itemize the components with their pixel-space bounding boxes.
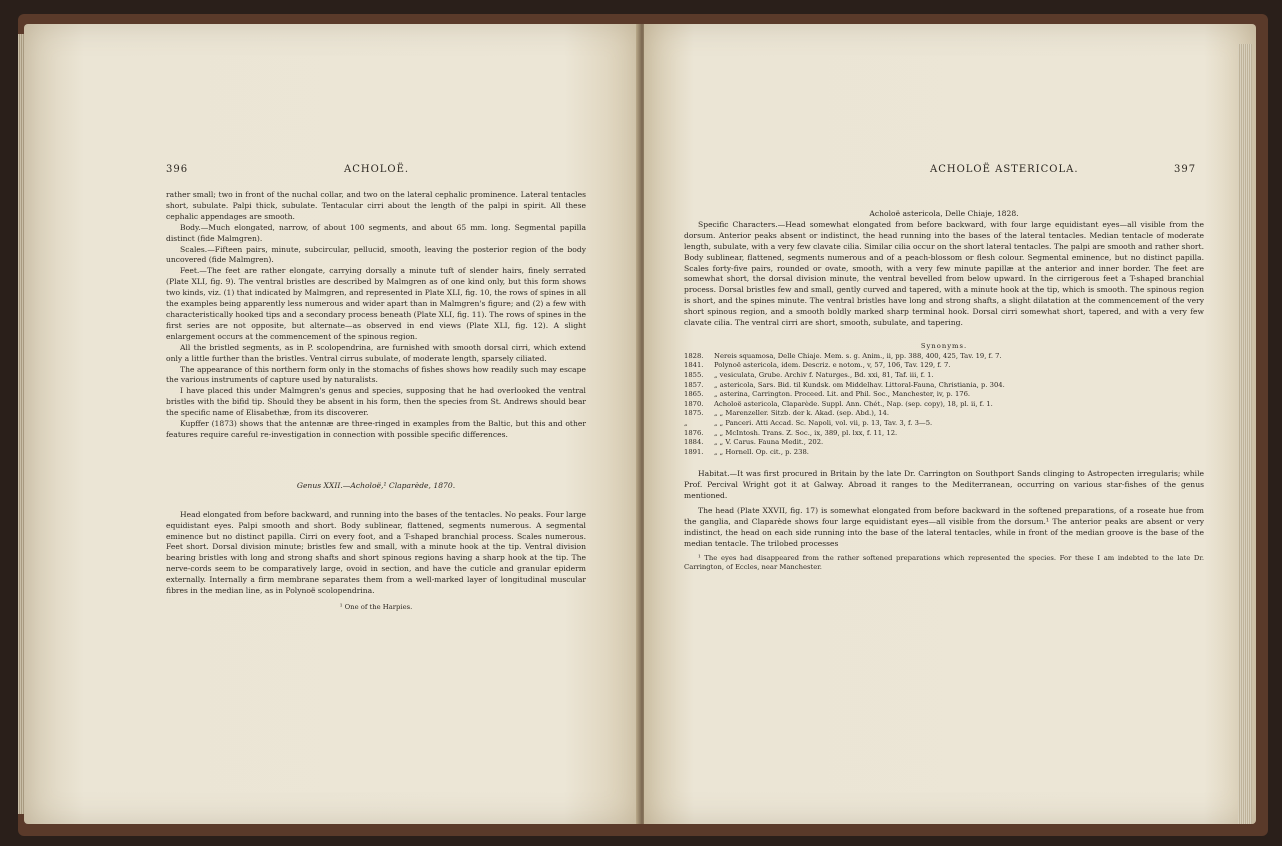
paragraph: Scales.—Fifteen pairs, minute, subcircular, pellucid, smooth, leaving the posterior region of the body uncovered (fide Malmgren). xyxy=(166,244,586,265)
synonym-entry: 1841. Polynoë astericola, idem. Descriz. e notom., v, 57, 106, Tav. 129, f. 7. xyxy=(684,361,951,370)
right-text-column xyxy=(684,209,1204,572)
genus-description: Head elongated from before backward, and running into the bases of the tentacles. No peaks. Four large equidistant eyes. Palpi smooth and short. Body sublinear, flattened, segments numerous. A segmental eminence but no distinct papilla. Cirri on every foot, and a T-shaped branchial process. Scales numerous. Feet short. Dorsal division minute; bristles few and small, with a minute hook at the tip. Ventral division bearing bristles with long and strong shafts and short spinous regions having a sharp hook at the tip. The nerve-cords seem to be comparatively large, ovoid in section, and have the cuticle and granular epiderm externally. Internally a firm membrane separates them from a well-marked layer of longitudinal muscular fibres in the median line, as in Polynoë scolopendrina. xyxy=(166,509,586,596)
species-title: Acholoë astericola, Delle Chiaje, 1828. xyxy=(869,209,1019,218)
page-edges-right xyxy=(1238,44,1252,824)
footnote-left: ¹ One of the Harpies. xyxy=(339,603,413,611)
page-number-left: 396 xyxy=(166,164,189,175)
specific-characters: Specific Characters.—Head somewhat elongated from before backward, with four large equidistant eyes—all visible from the dorsum. Anterior peaks absent or indistinct, the head running into the bases of the lateral tentacles. Median tentacle of moderate length, subulate, with a very few clavate cilia. Similar cilia occur on the short lateral tentacles. The palpi are smooth and rather short. Body sublinear, flattened, segments numerous and of a peach-blossom or flesh colour. Segmental eminence, but no distinct papilla. Scales forty-five pairs, rounded or ovate, smooth, with a very few minute papillæ at the anterior and inner border. The feet are somewhat short, the dorsal division minute, the ventral bevelled from below upward. In the cirrigerous feet a T-shaped branchial process. Dorsal bristles few and small, gently curved and tapered, with a minute hook at the tip, which is smooth. The spinous region is short, and the spines minute. The ventral bristles have long and strong shafts, a slight dilatation at the commencement of the very short spinous region, and a smooth boldly marked sharp terminal hook. Dorsal cirri somewhat short, tapered, and with a very few clavate cilia. The ventral cirri are short, smooth, subulate, and tapering. xyxy=(684,219,1204,328)
paragraph: All the bristled segments, as in P. scolopendrina, are furnished with smooth dorsal cirri, which extend only a little further than the bristles. Ventral cirrus subulate, of moderate length, sparsely ciliated. xyxy=(166,342,586,363)
genus-heading: Genus XXII.—Acholoë,¹ Claparède, 1870. xyxy=(296,480,456,490)
book-spread xyxy=(18,14,1268,836)
habitat-paragraph: Habitat.—It was first procured in Britain by the late Dr. Carrington on Southport Sands clinging to Astropecten irregularis; while Prof. Percival Wright got it at Galway. Abroad it ranges to the Mediterranean, occurring on various star-fishes of the genus mentioned. xyxy=(684,469,1204,501)
synonyms-list xyxy=(684,352,1204,458)
page-number-right: 397 xyxy=(1174,164,1197,175)
paragraph: rather small; two in front of the nuchal collar, and two on the lateral cephalic prominence. Lateral tentacles short, subulate. Palpi thick, subulate. Tentacular cirri about the length of the palpi in spirit. All these cephalic appendages are smooth. xyxy=(166,190,586,221)
running-head-left: ACHOLOË. xyxy=(344,164,410,175)
synonym-entry: 1884. „ „ V. Carus. Fauna Medit., 202. xyxy=(684,438,824,447)
left-page xyxy=(24,24,640,824)
right-page xyxy=(644,24,1256,824)
left-text-column xyxy=(166,190,586,612)
synonym-entry: 1828. Nereis squamosa, Delle Chiaje. Mem. s. g. Anim., ii, pp. 388, 400, 425, Tav. 19, f. 7. xyxy=(684,351,1002,360)
synonym-entry: 1857. „ astericola, Sars. Bid. til Kundsk. om Middelhav. Littoral-Fauna, Christiania, p. 304. xyxy=(684,380,1005,389)
paragraph: The appearance of this northern form only in the stomachs of fishes shows how readily such may escape the various instruments of capture used by naturalists. xyxy=(166,364,586,385)
footnote-right: ¹ The eyes had disappeared from the rather softened preparations which represented the species. For these I am indebted to the late Dr. Carrington, of Eccles, near Manchester. xyxy=(684,553,1204,571)
synonym-entry: 1891. „ „ Hornell. Op. cit., p. 238. xyxy=(684,447,809,456)
head-description: The head (Plate XXVII, fig. 17) is somewhat elongated from before backward in the softened preparations, of a roseate hue from the ganglia, and Claparède shows four large equidistant eyes—all visible from the dorsum.¹ The anterior peaks are absent or very indistinct, the head on each side running into the base of the lateral tentacles, while in front of the median groove is the base of the median tentacle. The trilobed processes xyxy=(684,506,1204,548)
paragraph: Body.—Much elongated, narrow, of about 100 segments, and about 65 mm. long. Segmental papilla distinct (fide Malmgren). xyxy=(166,222,586,243)
synonym-entry: 1876. „ „ McIntosh. Trans. Z. Soc., ix, 389, pl. lxx, f. 11, 12. xyxy=(684,428,898,437)
running-head-right: ACHOLOË ASTERICOLA. xyxy=(930,164,1079,175)
paragraph: Feet.—The feet are rather elongate, carrying dorsally a minute tuft of slender hairs, finely serrated (Plate XLI, fig. 9). The ventral bristles are described by Malmgren as of one kind only, but this form shows two kinds, viz. (1) that indicated by Malmgren, and represented in Plate XLI, fig. 10, the rows of spines in all the examples being apparently less numerous and wider apart than in Malmgren's figure; and (2) a few with characteristically hooked tips and a secondary process beneath (Plate XLI, fig. 11). The rows of spines in the first series are not opposite, but alternate—as observed in end views (Plate XLI, fig. 12). A slight enlargement occurs at the commencement of the spinous region. xyxy=(166,266,586,341)
paragraph: Kupffer (1873) shows that the antennæ are three-ringed in examples from the Baltic, but this and other features require careful re-investigation in connection with possible specific differences. xyxy=(166,419,586,439)
synonym-entry: 1875. „ „ Marenzeller. Sitzb. der k. Akad. (sep. Abd.), 14. xyxy=(684,409,889,418)
synonym-entry: 1870. Acholoë astericola, Claparède. Suppl. Ann. Chét., Nap. (sep. copy), 18, pl. ii, f. 1. xyxy=(684,399,993,408)
synonym-entry: 1865. „ asterina, Carrington. Proceed. Lit. and Phil. Soc., Manchester, iv, p. 176. xyxy=(684,390,971,399)
synonym-entry: 1855. „ vesiculata, Grube. Archiv f. Naturges., Bd. xxi, 81, Taf. iii, f. 1. xyxy=(684,371,934,380)
paragraph: I have placed this under Malmgren's genus and species, supposing that he had overlooked the ventral bristles with the bifid tip. Should they be absent in his form, then the species from St. Andrews should bear the specific name of Elisabethæ, from its discoverer. xyxy=(166,386,586,418)
synonym-entry: „ „ „ Panceri. Atti Accad. Sc. Napoli, vol. vii, p. 13, Tav. 3, f. 3—5. xyxy=(684,419,933,428)
synonyms-heading: Synonyms. xyxy=(920,341,968,350)
